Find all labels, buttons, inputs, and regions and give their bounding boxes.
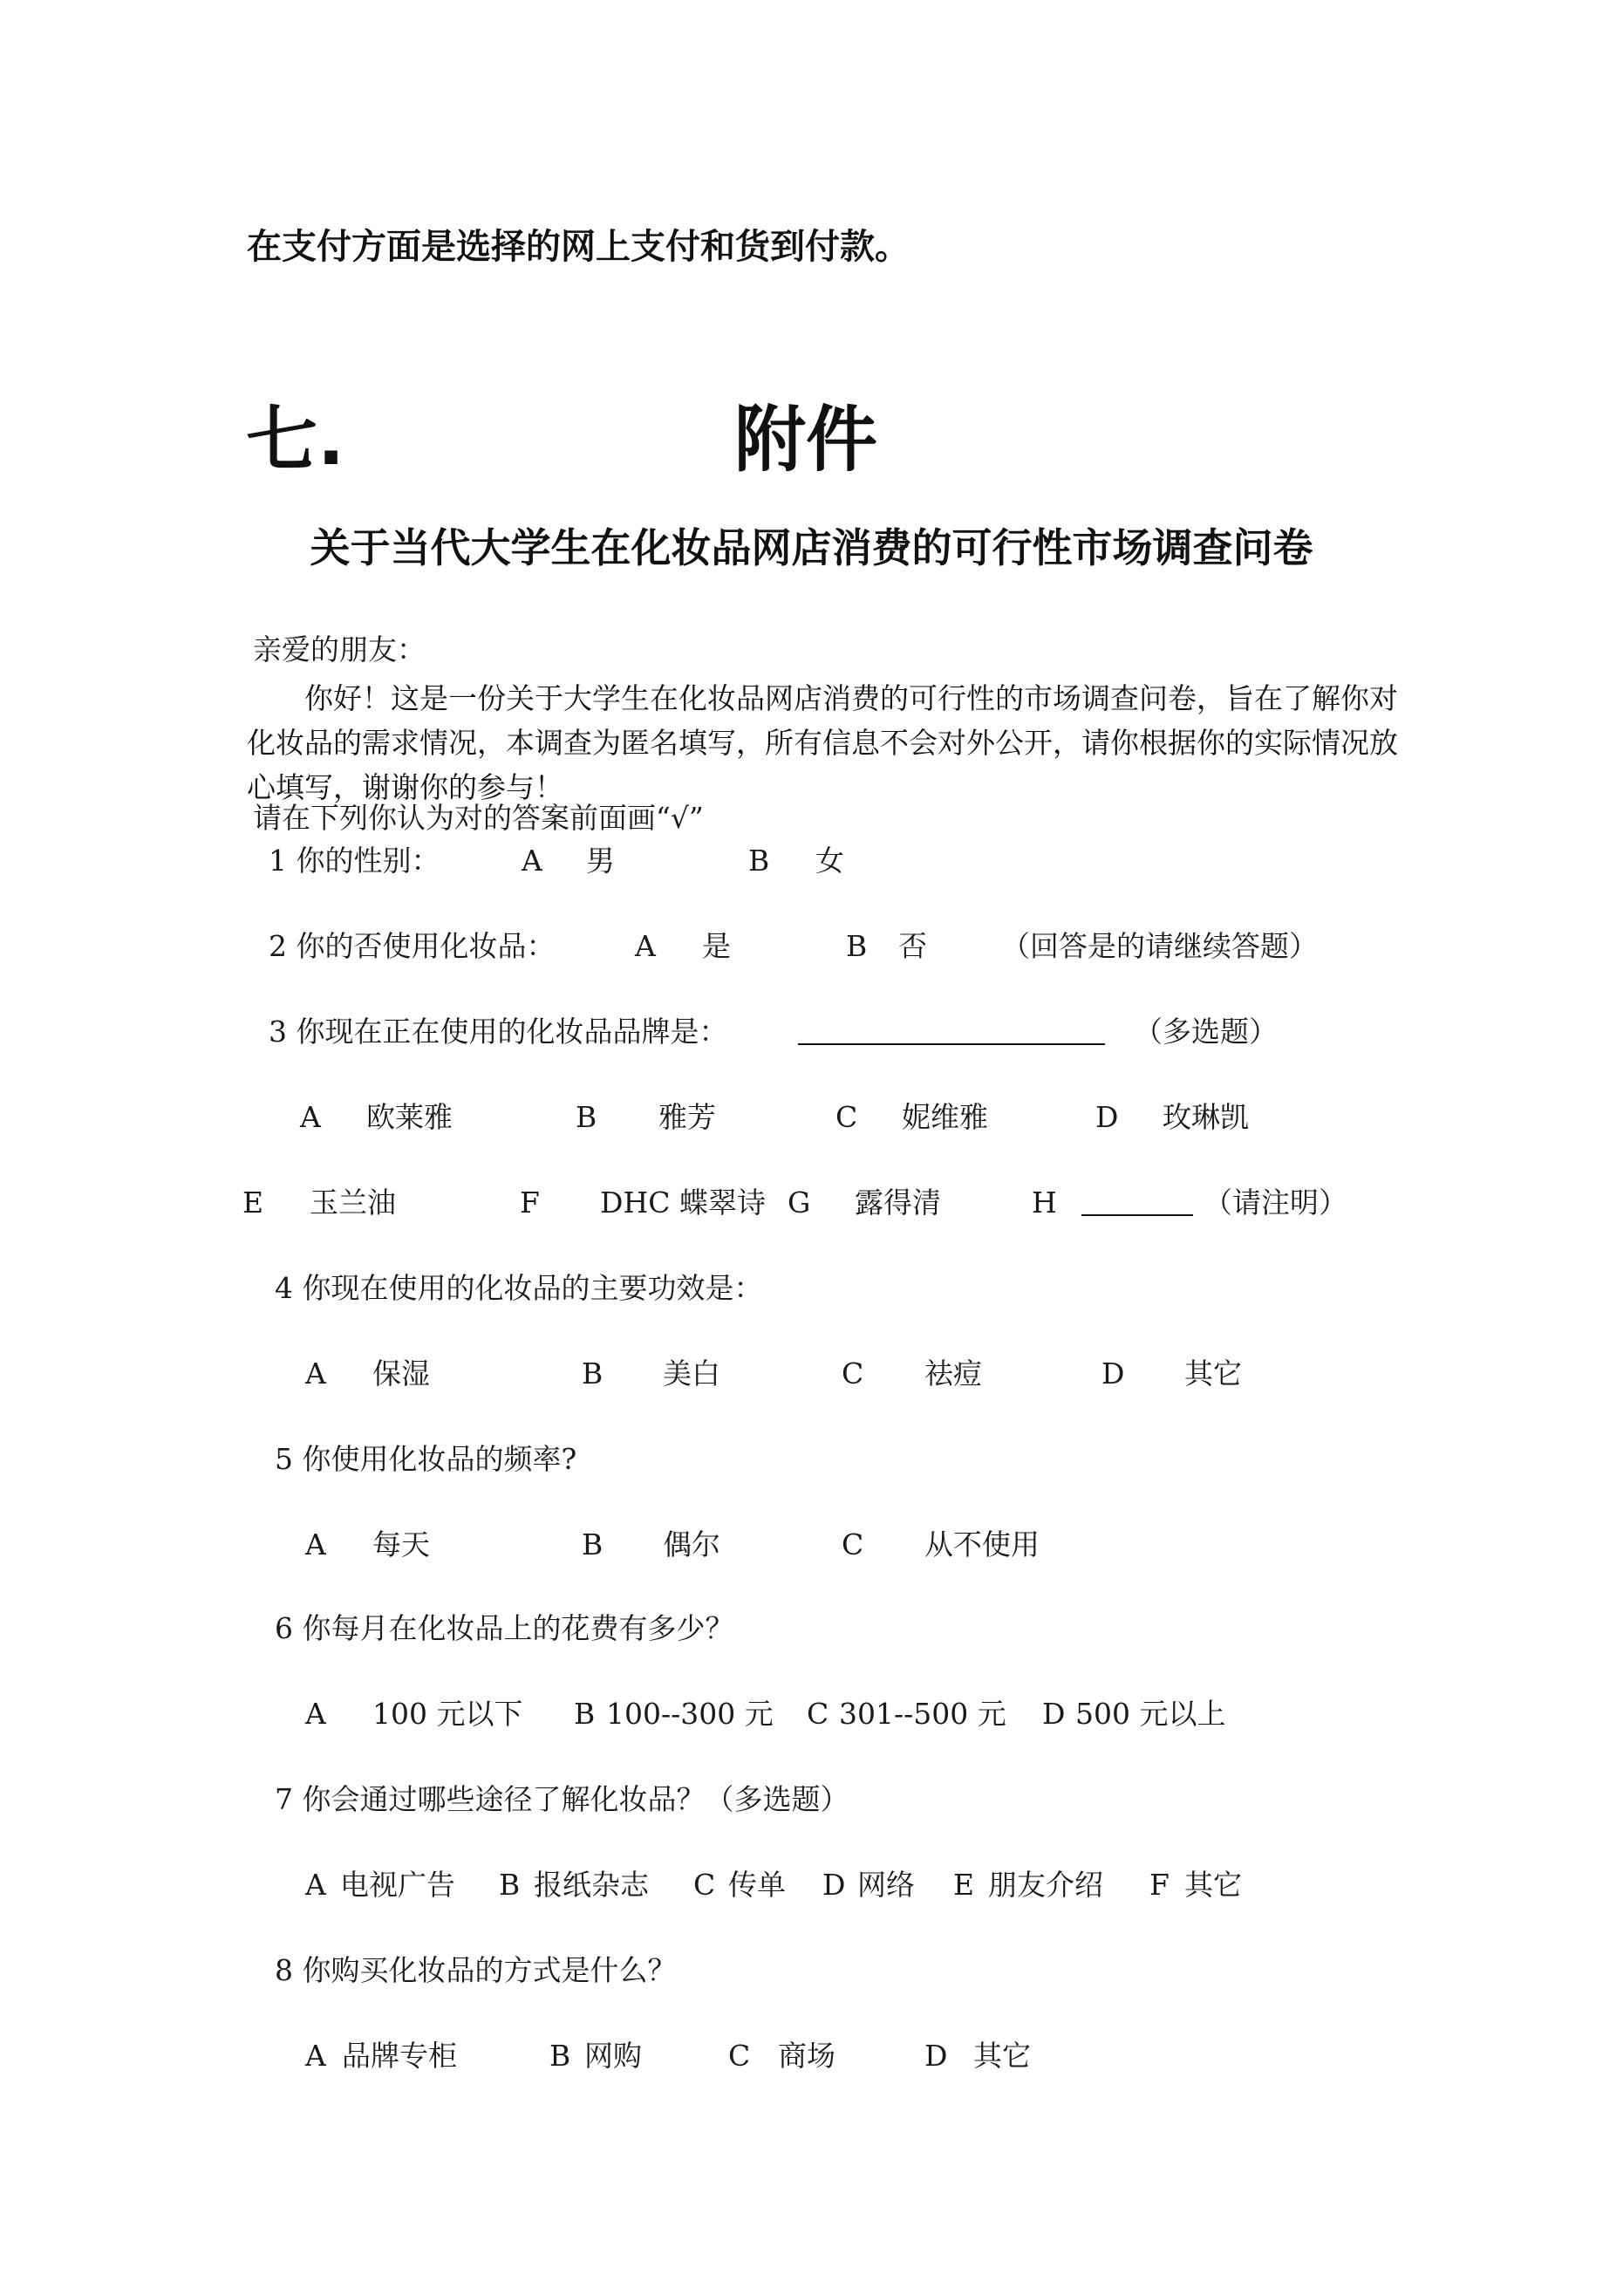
option-text[interactable]: 100--300 元 — [606, 1697, 774, 1731]
option-text[interactable]: 商场 — [778, 2039, 835, 2073]
option-letter[interactable]: E — [242, 1186, 264, 1220]
option-text[interactable]: 报纸杂志 — [534, 1868, 649, 1902]
question-note: （回答是的请继续答题） — [1001, 929, 1318, 963]
intro-line: 在支付方面是选择的网上支付和货到付款。 — [247, 227, 910, 267]
option-text[interactable]: 500 元以上 — [1075, 1697, 1226, 1731]
question-text: 4 你现在使用的化妆品的主要功效是： — [275, 1271, 763, 1305]
option-letter[interactable]: D — [822, 1868, 846, 1902]
option-text[interactable]: 露得清 — [855, 1186, 941, 1220]
option-letter[interactable]: A — [305, 1527, 326, 1561]
option-text[interactable]: 品牌专柜 — [342, 2039, 457, 2073]
intro-paragraph: 你好！这是一份关于大学生在化妆品网店消费的可行性的市场调查问卷，旨在了解你对化妆品的需求情况，本调查为匿名填写，所有信息不会对外公开，请你根据你的实际情况放心填写，谢谢你的参与！ — [247, 681, 1398, 804]
option-text[interactable]: 是 — [702, 929, 731, 963]
option-letter[interactable]: C — [807, 1697, 829, 1731]
option-letter[interactable]: B — [549, 2039, 571, 2073]
option-text[interactable]: 100 元以下 — [372, 1697, 523, 1731]
option-letter[interactable]: G — [788, 1186, 811, 1220]
option-text[interactable]: 祛痘 — [924, 1356, 982, 1391]
option-letter[interactable]: B — [748, 844, 770, 878]
option-letter[interactable]: B — [499, 1868, 521, 1902]
option-letter[interactable]: B — [582, 1356, 604, 1391]
option-letter[interactable]: F — [1149, 1868, 1170, 1902]
option-text[interactable]: 否 — [898, 929, 927, 963]
option-letter[interactable]: D — [1042, 1697, 1066, 1731]
option-letter[interactable]: B — [574, 1697, 596, 1731]
option-text[interactable]: 妮维雅 — [902, 1100, 988, 1134]
option-letter[interactable]: B — [576, 1100, 597, 1134]
question-text: 2 你的否使用化妆品： — [269, 929, 556, 963]
option-text[interactable]: 玫琳凯 — [1163, 1100, 1249, 1134]
option-letter[interactable]: B — [582, 1527, 604, 1561]
option-letter[interactable]: A — [635, 929, 656, 963]
option-letter[interactable]: A — [305, 1868, 326, 1902]
option-text[interactable]: 传单 — [728, 1868, 786, 1902]
question-text: 5 你使用化妆品的频率? — [275, 1442, 577, 1476]
survey-title: 关于当代大学生在化妆品网店消费的可行性市场调查问卷 — [310, 524, 1313, 571]
option-text[interactable]: 保湿 — [372, 1356, 430, 1391]
option-letter[interactable]: C — [842, 1527, 864, 1561]
option-letter[interactable]: A — [300, 1100, 321, 1134]
question-text: 3 你现在正在使用的化妆品品牌是： — [269, 1015, 728, 1049]
option-letter[interactable]: D — [1101, 1356, 1125, 1391]
option-text[interactable]: 其它 — [1184, 1868, 1242, 1902]
option-text[interactable]: 其它 — [1184, 1356, 1242, 1391]
option-letter[interactable]: C — [693, 1868, 716, 1902]
option-text[interactable]: 欧莱雅 — [366, 1100, 453, 1134]
option-text: （请注明） — [1204, 1186, 1347, 1220]
option-text[interactable]: 301--500 元 — [839, 1697, 1006, 1731]
question-text: 1 你的性别： — [269, 844, 440, 878]
option-text[interactable]: 偶尔 — [663, 1527, 720, 1561]
option-letter[interactable]: F — [520, 1186, 540, 1220]
option-text[interactable]: 电视广告 — [340, 1868, 455, 1902]
option-letter[interactable]: D — [1095, 1100, 1119, 1134]
option-text[interactable]: 雅芳 — [658, 1100, 716, 1134]
option-text[interactable]: DHC 蝶翠诗 — [600, 1186, 766, 1220]
option-text[interactable]: 男 — [586, 844, 615, 878]
greeting: 亲爱的朋友： — [253, 632, 426, 666]
option-text[interactable]: 网购 — [584, 2039, 642, 2073]
option-text[interactable]: 美白 — [663, 1356, 720, 1391]
option-letter[interactable]: A — [305, 1356, 326, 1391]
other-brand-blank-line[interactable] — [1081, 1181, 1193, 1216]
section-title: 附件 — [734, 399, 878, 482]
option-letter[interactable]: B — [846, 929, 868, 963]
question-text: 7 你会通过哪些途径了解化妆品？（多选题） — [275, 1782, 849, 1816]
option-letter[interactable]: C — [728, 2039, 751, 2073]
option-letter[interactable]: A — [305, 1697, 326, 1731]
option-text[interactable]: 每天 — [372, 1527, 430, 1561]
option-letter[interactable]: E — [953, 1868, 975, 1902]
option-letter[interactable]: A — [305, 2039, 326, 2073]
option-letter[interactable]: A — [522, 844, 542, 878]
option-letter[interactable]: C — [835, 1100, 858, 1134]
option-letter[interactable]: D — [924, 2039, 948, 2073]
instruction: 请在下列你认为对的答案前面画“√” — [253, 801, 704, 835]
question-text: 8 你购买化妆品的方式是什么？ — [275, 1953, 677, 1987]
answer-blank-line[interactable] — [798, 1010, 1105, 1045]
option-text[interactable]: 从不使用 — [924, 1527, 1040, 1561]
question-note: （多选题） — [1134, 1015, 1278, 1049]
option-text[interactable]: 女 — [815, 844, 844, 878]
question-text: 6 你每月在化妆品上的花费有多少？ — [275, 1611, 734, 1645]
section-number: 七. — [246, 399, 345, 482]
option-text[interactable]: 网络 — [857, 1868, 915, 1902]
option-letter[interactable]: C — [842, 1356, 864, 1391]
option-letter[interactable]: H — [1032, 1186, 1057, 1220]
option-text[interactable]: 玉兰油 — [310, 1186, 396, 1220]
option-text[interactable]: 朋友介绍 — [988, 1868, 1103, 1902]
option-text[interactable]: 其它 — [973, 2039, 1031, 2073]
